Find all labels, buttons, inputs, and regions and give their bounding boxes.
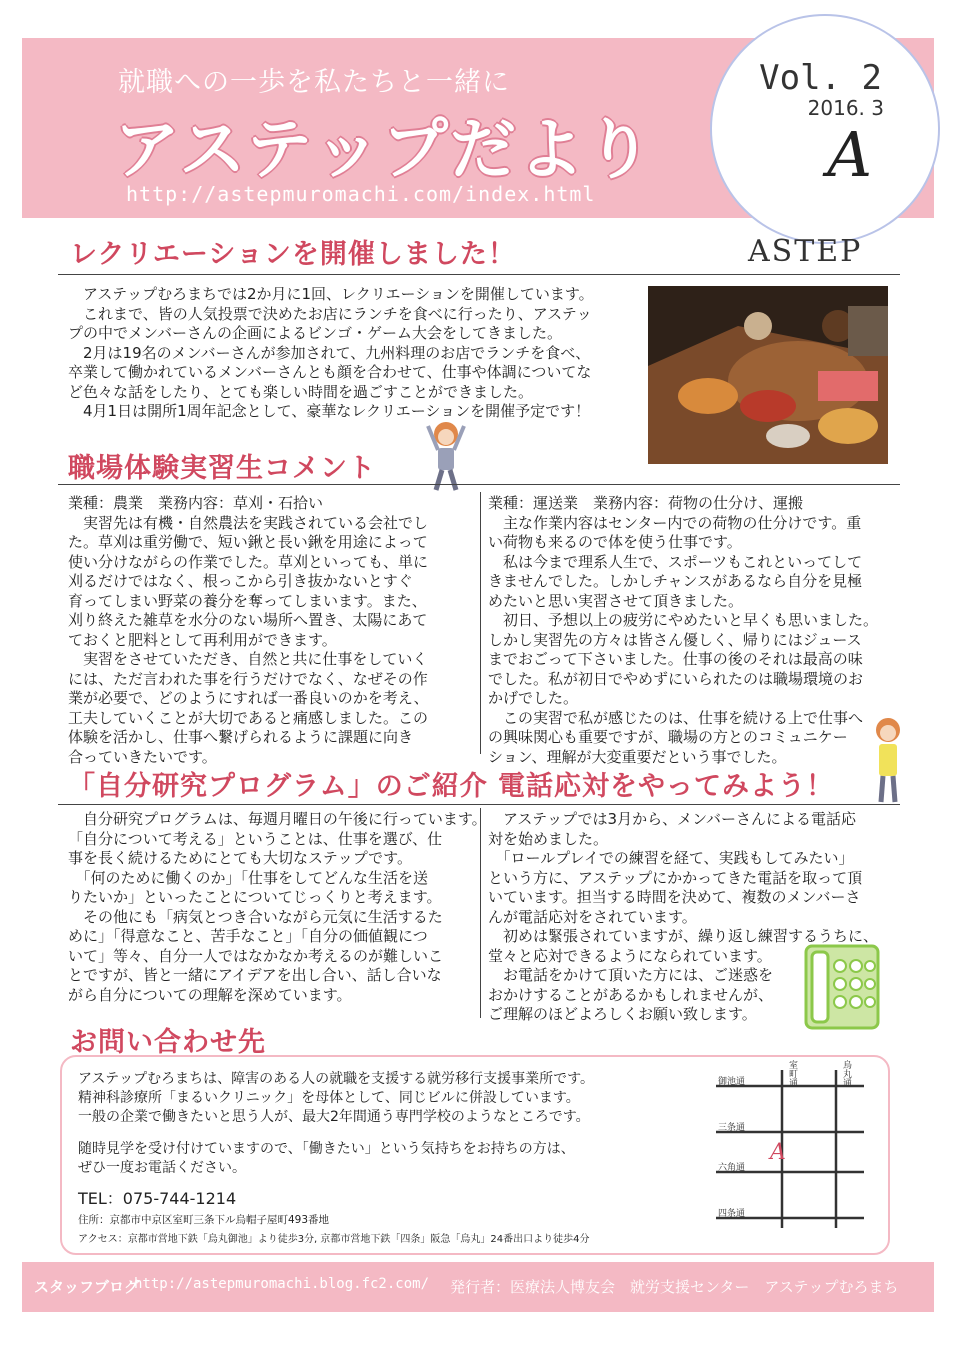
location-marker: A (770, 1140, 786, 1165)
blog-url[interactable]: http://astepmuromachi.blog.fc2.com/ (134, 1276, 430, 1292)
contact-heading: お問い合わせ先 (70, 1027, 266, 1058)
lunch-photo (648, 286, 888, 464)
internship-heading: 職場体験実習生コメント (68, 453, 376, 484)
footer-banner (22, 1262, 934, 1312)
header-circle-decoration (710, 14, 940, 244)
telephone-icon (804, 944, 880, 1030)
header-banner (22, 38, 934, 218)
header-subtitle: 就職への一歩を私たちと一緒に (118, 67, 510, 98)
telephone-number[interactable]: TEL：075-744-1214 (78, 1189, 237, 1208)
address: 住所：京都市中京区室町三条下ル烏帽子屋町493番地 (78, 1214, 330, 1226)
access-info: アクセス：京都市営地下鉄「烏丸御池」より徒歩3分, 京都市営地下鉄「四条」阪急「烏丸」24番出口より徒歩4分 (78, 1234, 590, 1245)
street-label-rokkaku: 六角通 (718, 1163, 746, 1173)
recreation-heading: レクリエーションを開催しました！ (70, 239, 516, 270)
internship-transport-comment: 業種：運送業 業務内容：荷物の仕分け、運搬 主な作業内容はセンター内での荷物の仕分けです。重 い荷物も来るので体を使う仕事です。 私は今まで理系人生で、スポーツもこれといってして きませんでした。しかしチャンスがあるなら自分を見極 めたいと思い実習させて頂きました。 初日、予想以上の疲労にやめたいと早くも思いました。 しかし実習先の方々は皆さん優しく、帰りにはジュース までおごって下さいました。仕事の後のそれは最高の味 でした。私が初日でやめずにいられたのは職場環境のお かげでした。 この実習で私が感じたのは、仕事を続ける上で仕事へ の興味関心も重要ですが、職場の方とのコミュニケー ション、理解が大変重要だという事でした。 (488, 494, 879, 766)
astep-logo: ASTEP (748, 234, 863, 269)
cheering-character-illustration (424, 418, 468, 494)
recreation-text: アステップむろまちでは2か月に1回、レクリエーションを開催しています。 これまで、皆の人気投票で決めたお店にランチを食べに行ったり、アステッ プの中でメンバーさんの企画によるビンゴ・ゲーム大会をしてきました。 2月は19名のメンバーさんが参加されて、九州料理のお店でランチを食べ、 卒業して働かれているメンバーさんとも顔を合わせて、仕事や体調についてな ど色々な話をしたり、とても楽しい時間を過ごすことができました。 4月1日は開所1周年記念として、豪華なレクリエーションを開催予定です！ (68, 285, 594, 420)
street-label-sanjo: 三条通 (718, 1123, 746, 1133)
newsletter-title: アステップだより (114, 111, 655, 188)
website-url[interactable]: http://astepmuromachi.com/index.html (126, 182, 596, 206)
issue-date: 2016. 3 (807, 96, 884, 120)
column-divider (480, 492, 481, 754)
access-map (716, 1060, 866, 1230)
section-rule (58, 804, 900, 805)
contact-intro: アステップむろまちは、障害のある人の就職を支援する就労移行支援事業所です。 精神科診療所「まるいクリニック」を母体として、同じビルに併設しています。 一般の企業で働きたいと思う人が、最大2年間通う専門学校のようなところです。 (78, 1071, 595, 1125)
section-rule (58, 484, 900, 485)
street-label-karasuma: 烏丸通 (841, 1060, 851, 1087)
publisher-info: 発行者：医療法人博友会 就労支援センター アステップむろまち (450, 1278, 899, 1296)
blog-label: スタッフブログ (34, 1278, 140, 1296)
internship-farm-comment: 業種：農業 業務内容：草刈・石拾い 実習先は有機・自然農法を実践されている会社でし た。草刈は重労働で、短い鍬と長い鍬を用途によって 使い分けながらの作業でした。草刈といっても、単に 刈るだけではなく、根っこから引き抜かないとすぐ 育ってしまい野菜の養分を奪ってしまいます。また、 刈り終えた雑草を水分のない場所へ置き、太陽にあて ておくと肥料として再利用ができます。 実習をさせていただき、自然と共に仕事をしていく には、ただ言われた事を行うだけでなく、なぜその作 業が必要で、どのようにすれば一番良いのかを考え、 工夫していくことが大切であると痛感しました。この 体験を活かし、仕事へ繋げられるように課題に向き 合っていきたいです。 (68, 494, 429, 766)
volume-number: Vol. 2 (759, 58, 882, 98)
street-label-shijo: 四条通 (718, 1209, 746, 1219)
section-rule (58, 274, 900, 275)
pointing-character-illustration (870, 716, 906, 806)
visit-invitation: 随時見学を受け付けていますので、「働きたい」という気持ちをお持ちの方は、 ぜひ一度お電話ください。 (78, 1141, 575, 1176)
program-text: 自分研究プログラムは、毎週月曜日の午後に行っています。 「自分について考える」ということは、仕事を選び、仕 事を長く続けるためにとても大切なステップです。 「何のために働くのか」「仕事をしてどんな生活を送 りたいか」といったことについてじっくりと考えます。 その他にも「病気とつき合いながら元気に生活するた めに」「得意なこと、苦手なこと」「自分の価値観につ いて」等々、自分一人ではなかなか考えるのが難しいこ とですが、皆と一緒にアイデアを出し合い、話し合いな がら自分についての理解を深めています。 (68, 810, 487, 1004)
phone-heading: 電話応対をやってみよう！ (498, 771, 834, 802)
street-label-oike: 御池通 (718, 1077, 746, 1087)
phone-text: アステップでは3月から、メンバーさんによる電話応 対を始めました。 「ロールプレイでの練習を経て、実践もしてみたい」 という方に、アステップにかかってきた電話を取って頂 いています。担当する時間を決めて、複数のメンバーさ んが電話応対をされています。 初めは緊張されていますが、繰り返し練習するうちに、 堂々と応対できるようになられています。 お電話をかけて頂いた方には、ご迷惑を おかけすることがあるかもしれませんが、 ご理解のほどよろしくお願い致します。 (488, 810, 879, 1023)
program-heading: 「自分研究プログラム」のご紹介 (68, 771, 488, 802)
street-label-muromachi: 室町通 (787, 1060, 797, 1087)
a-logo: A (827, 118, 872, 191)
